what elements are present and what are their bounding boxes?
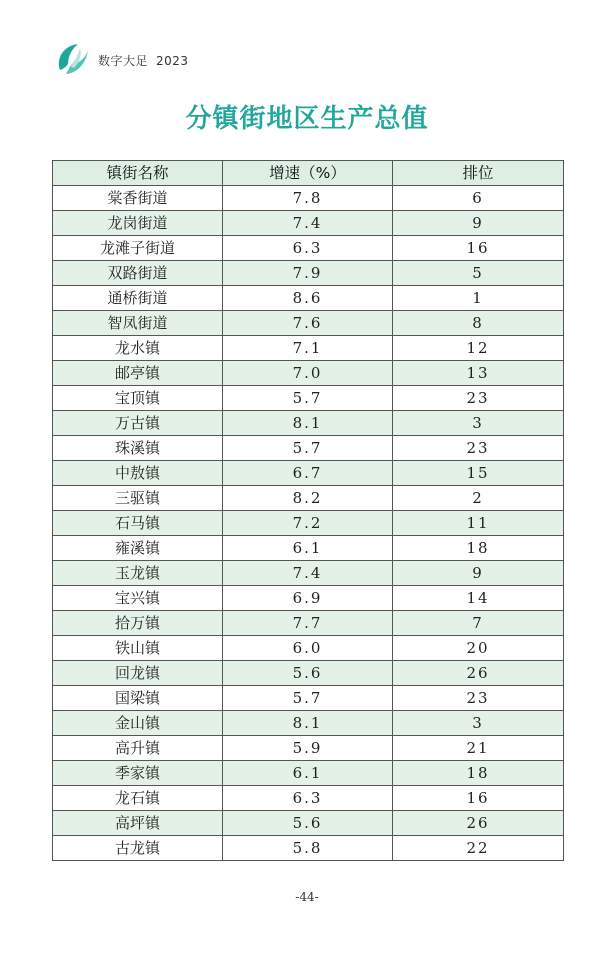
logo-icon (52, 40, 92, 80)
rank-cell: 7 (393, 611, 564, 636)
rank-cell: 11 (393, 511, 564, 536)
town-name-cell: 回龙镇 (53, 661, 223, 686)
table-row (53, 211, 564, 236)
growth-rate-cell: 5.9 (223, 736, 393, 761)
table-row (53, 561, 564, 586)
town-name-cell: 金山镇 (53, 711, 223, 736)
rank-cell: 21 (393, 736, 564, 761)
rank-cell: 9 (393, 561, 564, 586)
growth-rate-cell: 6.1 (223, 536, 393, 561)
town-name-cell: 三驱镇 (53, 486, 223, 511)
table-row (53, 336, 564, 361)
town-name-cell: 拾万镇 (53, 611, 223, 636)
table-row (53, 686, 564, 711)
table-row (53, 711, 564, 736)
town-name-cell: 石马镇 (53, 511, 223, 536)
growth-rate-cell: 5.7 (223, 386, 393, 411)
rank-cell: 16 (393, 786, 564, 811)
header-text (98, 52, 189, 69)
rank-cell: 18 (393, 761, 564, 786)
rank-cell: 3 (393, 411, 564, 436)
growth-rate-cell: 7.9 (223, 261, 393, 286)
growth-rate-cell: 6.3 (223, 236, 393, 261)
growth-rate-cell: 7.1 (223, 336, 393, 361)
town-name-cell: 通桥街道 (53, 286, 223, 311)
town-name-cell: 国梁镇 (53, 686, 223, 711)
growth-rate-cell: 7.2 (223, 511, 393, 536)
column-header: 增速（%） (223, 161, 393, 186)
column-header: 排位 (393, 161, 564, 186)
gdp-table (52, 160, 564, 861)
town-name-cell: 棠香街道 (53, 186, 223, 211)
table-row (53, 661, 564, 686)
table-row (53, 411, 564, 436)
rank-cell: 23 (393, 436, 564, 461)
table-row (53, 436, 564, 461)
table-row (53, 836, 564, 861)
town-name-cell: 高坪镇 (53, 811, 223, 836)
rank-cell: 26 (393, 661, 564, 686)
table-row (53, 636, 564, 661)
town-name-cell: 宝顶镇 (53, 386, 223, 411)
table-row (53, 186, 564, 211)
table-row (53, 761, 564, 786)
growth-rate-cell: 6.3 (223, 786, 393, 811)
growth-rate-cell: 5.6 (223, 661, 393, 686)
rank-cell: 20 (393, 636, 564, 661)
growth-rate-cell: 5.7 (223, 436, 393, 461)
table-row (53, 511, 564, 536)
town-name-cell: 龙岗街道 (53, 211, 223, 236)
table-row (53, 461, 564, 486)
town-name-cell: 邮亭镇 (53, 361, 223, 386)
growth-rate-cell: 7.7 (223, 611, 393, 636)
page-number: -44- (295, 890, 319, 904)
growth-rate-cell: 7.4 (223, 211, 393, 236)
rank-cell: 13 (393, 361, 564, 386)
rank-cell: 23 (393, 386, 564, 411)
growth-rate-cell: 8.2 (223, 486, 393, 511)
rank-cell: 2 (393, 486, 564, 511)
town-name-cell: 龙水镇 (53, 336, 223, 361)
growth-rate-cell: 7.4 (223, 561, 393, 586)
rank-cell: 15 (393, 461, 564, 486)
table-row (53, 586, 564, 611)
page-title: 分镇街地区生产总值 (185, 104, 429, 134)
town-name-cell: 万古镇 (53, 411, 223, 436)
town-name-cell: 高升镇 (53, 736, 223, 761)
town-name-cell: 中敖镇 (53, 461, 223, 486)
table-row (53, 486, 564, 511)
growth-rate-cell: 6.1 (223, 761, 393, 786)
rank-cell: 22 (393, 836, 564, 861)
rank-cell: 5 (393, 261, 564, 286)
growth-rate-cell: 5.8 (223, 836, 393, 861)
growth-rate-cell: 5.6 (223, 811, 393, 836)
table-row (53, 236, 564, 261)
rank-cell: 8 (393, 311, 564, 336)
rank-cell: 3 (393, 711, 564, 736)
rank-cell: 14 (393, 586, 564, 611)
growth-rate-cell: 5.7 (223, 686, 393, 711)
rank-cell: 12 (393, 336, 564, 361)
table-row (53, 536, 564, 561)
town-name-cell: 雍溪镇 (53, 536, 223, 561)
rank-cell: 6 (393, 186, 564, 211)
table-row (53, 736, 564, 761)
table-row (53, 261, 564, 286)
table-row (53, 361, 564, 386)
growth-rate-cell: 8.1 (223, 411, 393, 436)
rank-cell: 16 (393, 236, 564, 261)
rank-cell: 26 (393, 811, 564, 836)
table-row (53, 786, 564, 811)
town-name-cell: 智凤街道 (53, 311, 223, 336)
rank-cell: 9 (393, 211, 564, 236)
rank-cell: 18 (393, 536, 564, 561)
growth-rate-cell: 6.7 (223, 461, 393, 486)
growth-rate-cell: 6.0 (223, 636, 393, 661)
town-name-cell: 龙滩子街道 (53, 236, 223, 261)
town-name-cell: 双路街道 (53, 261, 223, 286)
town-name-cell: 季家镇 (53, 761, 223, 786)
rank-cell: 23 (393, 686, 564, 711)
growth-rate-cell: 8.6 (223, 286, 393, 311)
rank-cell: 1 (393, 286, 564, 311)
growth-rate-cell: 7.0 (223, 361, 393, 386)
town-name-cell: 珠溪镇 (53, 436, 223, 461)
town-name-cell: 宝兴镇 (53, 586, 223, 611)
growth-rate-cell: 7.8 (223, 186, 393, 211)
table-row (53, 311, 564, 336)
column-header: 镇街名称 (53, 161, 223, 186)
town-name-cell: 铁山镇 (53, 636, 223, 661)
table-header-row (53, 161, 564, 186)
page-header (52, 40, 189, 80)
town-name-cell: 玉龙镇 (53, 561, 223, 586)
table-row (53, 286, 564, 311)
town-name-cell: 龙石镇 (53, 786, 223, 811)
growth-rate-cell: 7.6 (223, 311, 393, 336)
header-brand: 数字大足 (98, 53, 149, 68)
table-row (53, 611, 564, 636)
town-name-cell: 古龙镇 (53, 836, 223, 861)
growth-rate-cell: 6.9 (223, 586, 393, 611)
table-row (53, 386, 564, 411)
table-row (53, 811, 564, 836)
header-year: 2023 (156, 53, 189, 68)
growth-rate-cell: 8.1 (223, 711, 393, 736)
